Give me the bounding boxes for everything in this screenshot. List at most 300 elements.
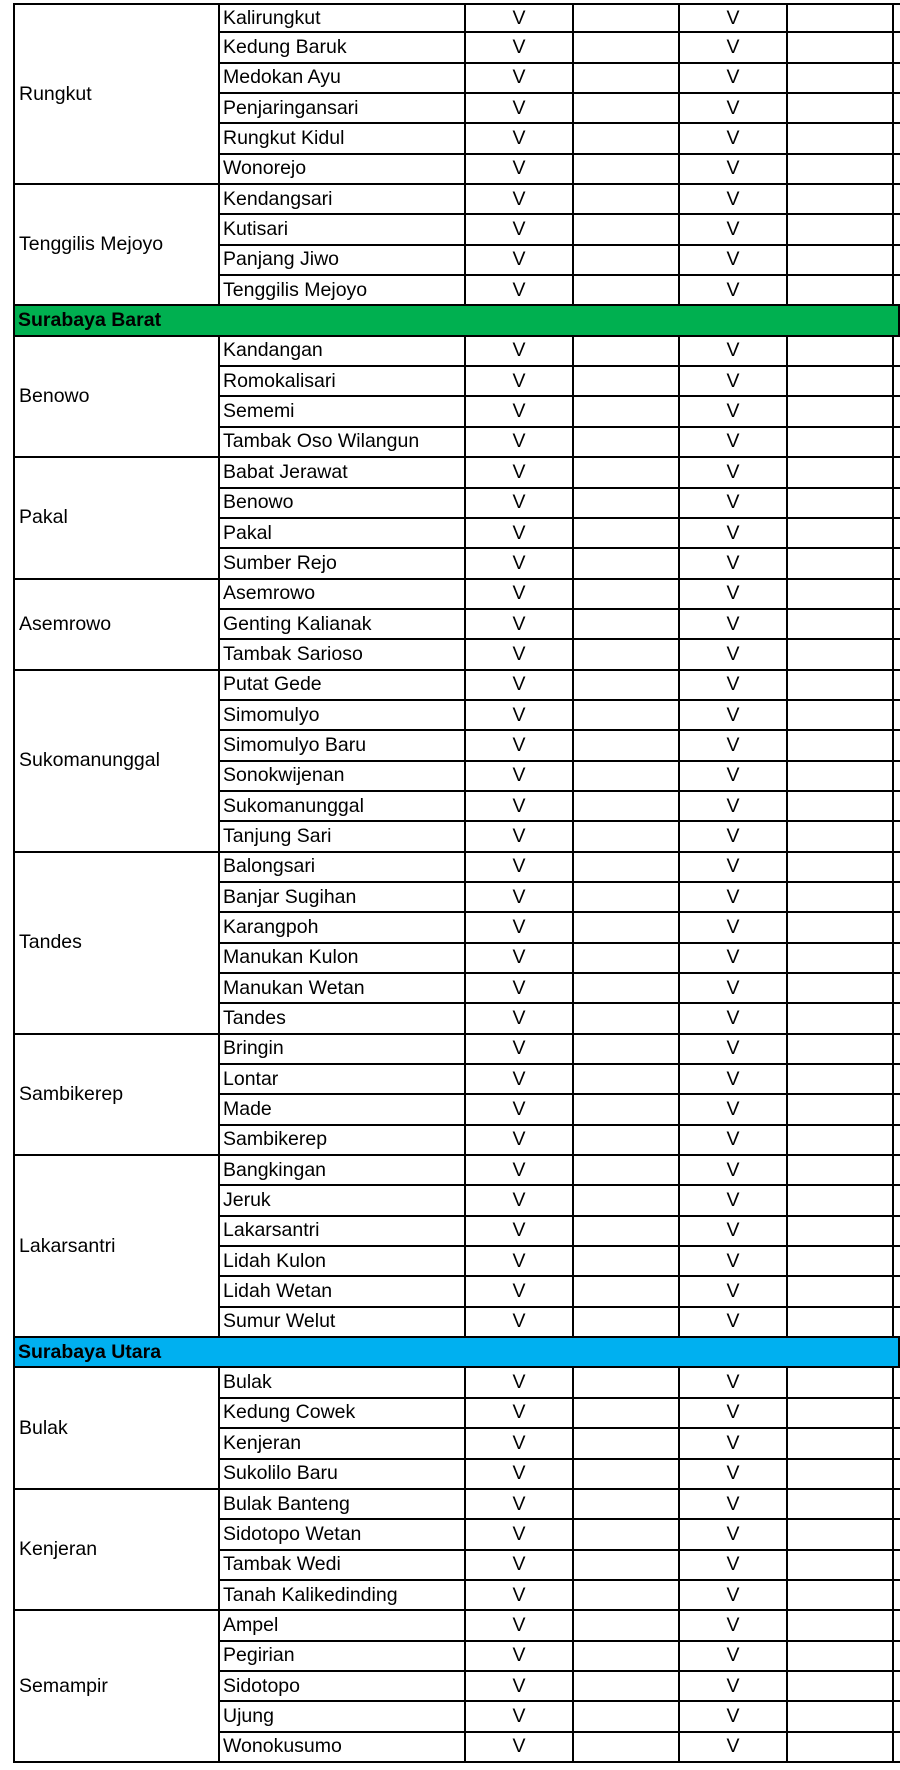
kelurahan-cell[interactable]: Jeruk — [220, 1186, 466, 1214]
kelurahan-cell[interactable]: Bringin — [220, 1035, 466, 1063]
check-mark-cell[interactable]: V — [466, 1490, 574, 1518]
kelurahan-cell[interactable]: Tambak Wedi — [220, 1551, 466, 1579]
check-mark-cell[interactable]: V — [680, 1186, 788, 1214]
empty-cell[interactable] — [788, 1399, 894, 1427]
check-mark-cell[interactable]: V — [680, 1277, 788, 1305]
empty-cell[interactable] — [894, 1672, 900, 1700]
check-mark-cell[interactable]: V — [466, 944, 574, 972]
empty-cell[interactable] — [574, 489, 680, 517]
empty-cell[interactable] — [788, 1368, 894, 1396]
empty-cell[interactable] — [894, 1399, 900, 1427]
check-mark-cell[interactable]: V — [680, 337, 788, 365]
check-mark-cell[interactable]: V — [466, 1065, 574, 1093]
kelurahan-cell[interactable]: Rungkut Kidul — [220, 124, 466, 152]
check-mark-cell[interactable]: V — [680, 1460, 788, 1488]
check-mark-cell[interactable]: V — [680, 1065, 788, 1093]
kelurahan-cell[interactable]: Made — [220, 1095, 466, 1123]
kelurahan-cell[interactable]: Kendangsari — [220, 185, 466, 213]
kelurahan-cell[interactable]: Tambak Sarioso — [220, 640, 466, 668]
empty-cell[interactable] — [574, 822, 680, 850]
empty-cell[interactable] — [894, 124, 900, 152]
empty-cell[interactable] — [894, 1733, 900, 1761]
empty-cell[interactable] — [894, 944, 900, 972]
kelurahan-cell[interactable]: Sumber Rejo — [220, 549, 466, 577]
check-mark-cell[interactable]: V — [680, 1429, 788, 1457]
empty-cell[interactable] — [574, 1035, 680, 1063]
empty-cell[interactable] — [574, 1490, 680, 1518]
check-mark-cell[interactable]: V — [680, 1217, 788, 1245]
check-mark-cell[interactable]: V — [680, 1126, 788, 1154]
empty-cell[interactable] — [574, 944, 680, 972]
empty-cell[interactable] — [894, 458, 900, 486]
empty-cell[interactable] — [788, 853, 894, 881]
check-mark-cell[interactable]: V — [466, 215, 574, 243]
kelurahan-cell[interactable]: Babat Jerawat — [220, 458, 466, 486]
check-mark-cell[interactable]: V — [466, 1399, 574, 1427]
empty-cell[interactable] — [574, 5, 680, 31]
check-mark-cell[interactable]: V — [680, 1035, 788, 1063]
empty-cell[interactable] — [574, 1672, 680, 1700]
check-mark-cell[interactable]: V — [466, 1368, 574, 1396]
empty-cell[interactable] — [894, 1368, 900, 1396]
empty-cell[interactable] — [788, 1460, 894, 1488]
check-mark-cell[interactable]: V — [466, 246, 574, 274]
empty-cell[interactable] — [574, 701, 680, 729]
check-mark-cell[interactable]: V — [466, 1672, 574, 1700]
check-mark-cell[interactable]: V — [466, 1035, 574, 1063]
check-mark-cell[interactable]: V — [466, 1642, 574, 1670]
empty-cell[interactable] — [574, 1126, 680, 1154]
empty-cell[interactable] — [894, 853, 900, 881]
empty-cell[interactable] — [574, 731, 680, 759]
check-mark-cell[interactable]: V — [466, 337, 574, 365]
empty-cell[interactable] — [788, 33, 894, 61]
check-mark-cell[interactable]: V — [680, 1642, 788, 1670]
empty-cell[interactable] — [894, 33, 900, 61]
check-mark-cell[interactable]: V — [680, 1520, 788, 1548]
empty-cell[interactable] — [574, 1186, 680, 1214]
kelurahan-cell[interactable]: Wonorejo — [220, 155, 466, 183]
empty-cell[interactable] — [788, 974, 894, 1002]
check-mark-cell[interactable]: V — [680, 1247, 788, 1275]
check-mark-cell[interactable]: V — [680, 792, 788, 820]
empty-cell[interactable] — [894, 1581, 900, 1609]
empty-cell[interactable] — [894, 64, 900, 92]
empty-cell[interactable] — [894, 792, 900, 820]
check-mark-cell[interactable]: V — [680, 1095, 788, 1123]
empty-cell[interactable] — [788, 1642, 894, 1670]
empty-cell[interactable] — [788, 671, 894, 699]
kelurahan-cell[interactable]: Kedung Baruk — [220, 33, 466, 61]
check-mark-cell[interactable]: V — [680, 519, 788, 547]
empty-cell[interactable] — [788, 1095, 894, 1123]
kecamatan-cell[interactable]: Lakarsantri — [13, 1156, 220, 1338]
check-mark-cell[interactable]: V — [680, 1399, 788, 1427]
check-mark-cell[interactable]: V — [466, 610, 574, 638]
empty-cell[interactable] — [894, 94, 900, 122]
kelurahan-cell[interactable]: Ampel — [220, 1611, 466, 1639]
empty-cell[interactable] — [788, 1247, 894, 1275]
empty-cell[interactable] — [894, 155, 900, 183]
kelurahan-cell[interactable]: Sonokwijenan — [220, 762, 466, 790]
empty-cell[interactable] — [894, 1642, 900, 1670]
kecamatan-cell[interactable]: Benowo — [13, 337, 220, 458]
empty-cell[interactable] — [894, 337, 900, 365]
check-mark-cell[interactable]: V — [680, 701, 788, 729]
kelurahan-cell[interactable]: Tandes — [220, 1004, 466, 1032]
empty-cell[interactable] — [894, 397, 900, 425]
check-mark-cell[interactable]: V — [680, 883, 788, 911]
kecamatan-cell[interactable]: Semampir — [13, 1611, 220, 1763]
empty-cell[interactable] — [788, 610, 894, 638]
empty-cell[interactable] — [574, 64, 680, 92]
empty-cell[interactable] — [788, 1733, 894, 1761]
empty-cell[interactable] — [574, 94, 680, 122]
empty-cell[interactable] — [788, 5, 894, 31]
kelurahan-cell[interactable]: Medokan Ayu — [220, 64, 466, 92]
check-mark-cell[interactable]: V — [466, 974, 574, 1002]
empty-cell[interactable] — [788, 185, 894, 213]
empty-cell[interactable] — [894, 1156, 900, 1184]
check-mark-cell[interactable]: V — [466, 913, 574, 941]
check-mark-cell[interactable]: V — [680, 1004, 788, 1032]
check-mark-cell[interactable]: V — [680, 155, 788, 183]
check-mark-cell[interactable]: V — [680, 428, 788, 456]
kelurahan-cell[interactable]: Sambikerep — [220, 1126, 466, 1154]
empty-cell[interactable] — [894, 1035, 900, 1063]
check-mark-cell[interactable]: V — [680, 549, 788, 577]
empty-cell[interactable] — [788, 883, 894, 911]
empty-cell[interactable] — [894, 1460, 900, 1488]
kecamatan-cell[interactable]: Sambikerep — [13, 1035, 220, 1156]
empty-cell[interactable] — [574, 1156, 680, 1184]
check-mark-cell[interactable]: V — [680, 1672, 788, 1700]
empty-cell[interactable] — [574, 853, 680, 881]
empty-cell[interactable] — [788, 1277, 894, 1305]
kelurahan-cell[interactable]: Kandangan — [220, 337, 466, 365]
empty-cell[interactable] — [574, 428, 680, 456]
kelurahan-cell[interactable]: Sumur Welut — [220, 1308, 466, 1336]
check-mark-cell[interactable]: V — [466, 1460, 574, 1488]
kelurahan-cell[interactable]: Sidotopo Wetan — [220, 1520, 466, 1548]
check-mark-cell[interactable]: V — [466, 33, 574, 61]
empty-cell[interactable] — [574, 155, 680, 183]
empty-cell[interactable] — [574, 549, 680, 577]
empty-cell[interactable] — [894, 367, 900, 395]
check-mark-cell[interactable]: V — [680, 944, 788, 972]
check-mark-cell[interactable]: V — [680, 367, 788, 395]
empty-cell[interactable] — [574, 1217, 680, 1245]
empty-cell[interactable] — [574, 1308, 680, 1336]
kelurahan-cell[interactable]: Tambak Oso Wilangun — [220, 428, 466, 456]
empty-cell[interactable] — [788, 215, 894, 243]
empty-cell[interactable] — [788, 367, 894, 395]
empty-cell[interactable] — [574, 580, 680, 608]
kelurahan-cell[interactable]: Tanjung Sari — [220, 822, 466, 850]
empty-cell[interactable] — [574, 33, 680, 61]
empty-cell[interactable] — [574, 215, 680, 243]
kelurahan-cell[interactable]: Kutisari — [220, 215, 466, 243]
empty-cell[interactable] — [788, 549, 894, 577]
empty-cell[interactable] — [574, 397, 680, 425]
empty-cell[interactable] — [894, 185, 900, 213]
check-mark-cell[interactable]: V — [466, 367, 574, 395]
kelurahan-cell[interactable]: Ujung — [220, 1702, 466, 1730]
kelurahan-cell[interactable]: Simomulyo Baru — [220, 731, 466, 759]
empty-cell[interactable] — [894, 1277, 900, 1305]
empty-cell[interactable] — [788, 64, 894, 92]
check-mark-cell[interactable]: V — [466, 5, 574, 31]
check-mark-cell[interactable]: V — [466, 671, 574, 699]
empty-cell[interactable] — [788, 580, 894, 608]
kelurahan-cell[interactable]: Banjar Sugihan — [220, 883, 466, 911]
empty-cell[interactable] — [788, 276, 894, 304]
check-mark-cell[interactable]: V — [466, 1156, 574, 1184]
check-mark-cell[interactable]: V — [466, 1551, 574, 1579]
kelurahan-cell[interactable]: Tanah Kalikedinding — [220, 1581, 466, 1609]
empty-cell[interactable] — [788, 246, 894, 274]
kecamatan-cell[interactable]: Bulak — [13, 1368, 220, 1489]
check-mark-cell[interactable]: V — [680, 1490, 788, 1518]
empty-cell[interactable] — [788, 1581, 894, 1609]
empty-cell[interactable] — [894, 1551, 900, 1579]
kecamatan-cell[interactable]: Tandes — [13, 853, 220, 1035]
empty-cell[interactable] — [788, 792, 894, 820]
kelurahan-cell[interactable]: Pakal — [220, 519, 466, 547]
kelurahan-cell[interactable]: Simomulyo — [220, 701, 466, 729]
empty-cell[interactable] — [894, 671, 900, 699]
check-mark-cell[interactable]: V — [680, 671, 788, 699]
empty-cell[interactable] — [894, 640, 900, 668]
empty-cell[interactable] — [574, 1065, 680, 1093]
empty-cell[interactable] — [788, 1551, 894, 1579]
check-mark-cell[interactable]: V — [466, 458, 574, 486]
empty-cell[interactable] — [894, 549, 900, 577]
empty-cell[interactable] — [574, 1733, 680, 1761]
empty-cell[interactable] — [574, 610, 680, 638]
check-mark-cell[interactable]: V — [466, 1095, 574, 1123]
empty-cell[interactable] — [788, 1217, 894, 1245]
kecamatan-cell[interactable]: Kenjeran — [13, 1490, 220, 1611]
kelurahan-cell[interactable]: Asemrowo — [220, 580, 466, 608]
check-mark-cell[interactable]: V — [680, 731, 788, 759]
check-mark-cell[interactable]: V — [680, 124, 788, 152]
empty-cell[interactable] — [574, 337, 680, 365]
empty-cell[interactable] — [574, 458, 680, 486]
kelurahan-cell[interactable]: Lidah Kulon — [220, 1247, 466, 1275]
empty-cell[interactable] — [894, 1702, 900, 1730]
check-mark-cell[interactable]: V — [466, 731, 574, 759]
check-mark-cell[interactable]: V — [466, 1308, 574, 1336]
check-mark-cell[interactable]: V — [466, 853, 574, 881]
check-mark-cell[interactable]: V — [680, 185, 788, 213]
empty-cell[interactable] — [894, 5, 900, 31]
check-mark-cell[interactable]: V — [680, 640, 788, 668]
kecamatan-cell[interactable]: Tenggilis Mejoyo — [13, 185, 220, 306]
check-mark-cell[interactable]: V — [466, 1277, 574, 1305]
empty-cell[interactable] — [788, 1490, 894, 1518]
kecamatan-cell[interactable]: Sukomanunggal — [13, 671, 220, 853]
empty-cell[interactable] — [894, 1611, 900, 1639]
empty-cell[interactable] — [788, 640, 894, 668]
empty-cell[interactable] — [894, 610, 900, 638]
empty-cell[interactable] — [894, 701, 900, 729]
check-mark-cell[interactable]: V — [466, 762, 574, 790]
empty-cell[interactable] — [894, 1095, 900, 1123]
check-mark-cell[interactable]: V — [680, 1156, 788, 1184]
empty-cell[interactable] — [788, 944, 894, 972]
empty-cell[interactable] — [574, 1095, 680, 1123]
empty-cell[interactable] — [894, 731, 900, 759]
kelurahan-cell[interactable]: Kedung Cowek — [220, 1399, 466, 1427]
empty-cell[interactable] — [574, 640, 680, 668]
check-mark-cell[interactable]: V — [680, 215, 788, 243]
empty-cell[interactable] — [894, 215, 900, 243]
empty-cell[interactable] — [788, 1186, 894, 1214]
check-mark-cell[interactable]: V — [466, 185, 574, 213]
check-mark-cell[interactable]: V — [680, 397, 788, 425]
empty-cell[interactable] — [788, 701, 894, 729]
empty-cell[interactable] — [788, 1156, 894, 1184]
check-mark-cell[interactable]: V — [466, 397, 574, 425]
empty-cell[interactable] — [894, 580, 900, 608]
kecamatan-cell[interactable]: Pakal — [13, 458, 220, 579]
check-mark-cell[interactable]: V — [680, 913, 788, 941]
empty-cell[interactable] — [894, 883, 900, 911]
empty-cell[interactable] — [894, 1217, 900, 1245]
empty-cell[interactable] — [894, 1247, 900, 1275]
empty-cell[interactable] — [574, 762, 680, 790]
empty-cell[interactable] — [894, 428, 900, 456]
check-mark-cell[interactable]: V — [466, 1186, 574, 1214]
check-mark-cell[interactable]: V — [680, 1733, 788, 1761]
kelurahan-cell[interactable]: Lontar — [220, 1065, 466, 1093]
check-mark-cell[interactable]: V — [680, 762, 788, 790]
empty-cell[interactable] — [894, 1308, 900, 1336]
kecamatan-cell[interactable]: Asemrowo — [13, 580, 220, 671]
kelurahan-cell[interactable]: Kenjeran — [220, 1429, 466, 1457]
check-mark-cell[interactable]: V — [680, 610, 788, 638]
check-mark-cell[interactable]: V — [466, 519, 574, 547]
kelurahan-cell[interactable]: Penjaringansari — [220, 94, 466, 122]
check-mark-cell[interactable]: V — [680, 64, 788, 92]
check-mark-cell[interactable]: V — [680, 1368, 788, 1396]
kelurahan-cell[interactable]: Tenggilis Mejoyo — [220, 276, 466, 304]
check-mark-cell[interactable]: V — [466, 1004, 574, 1032]
check-mark-cell[interactable]: V — [466, 701, 574, 729]
empty-cell[interactable] — [788, 1520, 894, 1548]
kelurahan-cell[interactable]: Karangpoh — [220, 913, 466, 941]
empty-cell[interactable] — [894, 1126, 900, 1154]
check-mark-cell[interactable]: V — [680, 458, 788, 486]
check-mark-cell[interactable]: V — [680, 580, 788, 608]
empty-cell[interactable] — [894, 1004, 900, 1032]
empty-cell[interactable] — [574, 1702, 680, 1730]
empty-cell[interactable] — [894, 489, 900, 517]
empty-cell[interactable] — [574, 974, 680, 1002]
empty-cell[interactable] — [788, 458, 894, 486]
empty-cell[interactable] — [574, 124, 680, 152]
kelurahan-cell[interactable]: Bulak Banteng — [220, 1490, 466, 1518]
kelurahan-cell[interactable]: Sememi — [220, 397, 466, 425]
empty-cell[interactable] — [788, 428, 894, 456]
empty-cell[interactable] — [574, 1429, 680, 1457]
check-mark-cell[interactable]: V — [680, 94, 788, 122]
empty-cell[interactable] — [574, 519, 680, 547]
empty-cell[interactable] — [894, 1490, 900, 1518]
empty-cell[interactable] — [788, 519, 894, 547]
empty-cell[interactable] — [574, 1642, 680, 1670]
kelurahan-cell[interactable]: Pegirian — [220, 1642, 466, 1670]
check-mark-cell[interactable]: V — [466, 428, 574, 456]
kelurahan-cell[interactable]: Bulak — [220, 1368, 466, 1396]
empty-cell[interactable] — [788, 1702, 894, 1730]
empty-cell[interactable] — [788, 155, 894, 183]
empty-cell[interactable] — [574, 1247, 680, 1275]
empty-cell[interactable] — [788, 489, 894, 517]
check-mark-cell[interactable]: V — [466, 883, 574, 911]
empty-cell[interactable] — [574, 1611, 680, 1639]
check-mark-cell[interactable]: V — [466, 94, 574, 122]
check-mark-cell[interactable]: V — [466, 1581, 574, 1609]
empty-cell[interactable] — [894, 974, 900, 1002]
check-mark-cell[interactable]: V — [466, 1520, 574, 1548]
empty-cell[interactable] — [894, 519, 900, 547]
check-mark-cell[interactable]: V — [680, 1702, 788, 1730]
check-mark-cell[interactable]: V — [680, 1611, 788, 1639]
check-mark-cell[interactable]: V — [680, 1581, 788, 1609]
empty-cell[interactable] — [574, 1004, 680, 1032]
empty-cell[interactable] — [788, 1672, 894, 1700]
check-mark-cell[interactable]: V — [680, 33, 788, 61]
check-mark-cell[interactable]: V — [680, 853, 788, 881]
check-mark-cell[interactable]: V — [680, 246, 788, 274]
check-mark-cell[interactable]: V — [466, 1247, 574, 1275]
kelurahan-cell[interactable]: Bangkingan — [220, 1156, 466, 1184]
empty-cell[interactable] — [894, 1520, 900, 1548]
check-mark-cell[interactable]: V — [466, 640, 574, 668]
kelurahan-cell[interactable]: Benowo — [220, 489, 466, 517]
check-mark-cell[interactable]: V — [466, 124, 574, 152]
kelurahan-cell[interactable]: Lidah Wetan — [220, 1277, 466, 1305]
check-mark-cell[interactable]: V — [466, 1126, 574, 1154]
empty-cell[interactable] — [894, 822, 900, 850]
empty-cell[interactable] — [788, 1611, 894, 1639]
check-mark-cell[interactable]: V — [680, 822, 788, 850]
empty-cell[interactable] — [574, 367, 680, 395]
check-mark-cell[interactable]: V — [466, 155, 574, 183]
empty-cell[interactable] — [574, 185, 680, 213]
empty-cell[interactable] — [788, 124, 894, 152]
check-mark-cell[interactable]: V — [466, 1217, 574, 1245]
empty-cell[interactable] — [574, 246, 680, 274]
check-mark-cell[interactable]: V — [680, 489, 788, 517]
check-mark-cell[interactable]: V — [466, 822, 574, 850]
empty-cell[interactable] — [788, 1429, 894, 1457]
empty-cell[interactable] — [788, 1126, 894, 1154]
kelurahan-cell[interactable]: Sidotopo — [220, 1672, 466, 1700]
kelurahan-cell[interactable]: Balongsari — [220, 853, 466, 881]
kelurahan-cell[interactable]: Panjang Jiwo — [220, 246, 466, 274]
empty-cell[interactable] — [574, 1520, 680, 1548]
empty-cell[interactable] — [894, 913, 900, 941]
kelurahan-cell[interactable]: Kalirungkut — [220, 5, 466, 31]
empty-cell[interactable] — [574, 671, 680, 699]
empty-cell[interactable] — [788, 913, 894, 941]
empty-cell[interactable] — [894, 276, 900, 304]
check-mark-cell[interactable]: V — [466, 1733, 574, 1761]
kelurahan-cell[interactable]: Lakarsantri — [220, 1217, 466, 1245]
